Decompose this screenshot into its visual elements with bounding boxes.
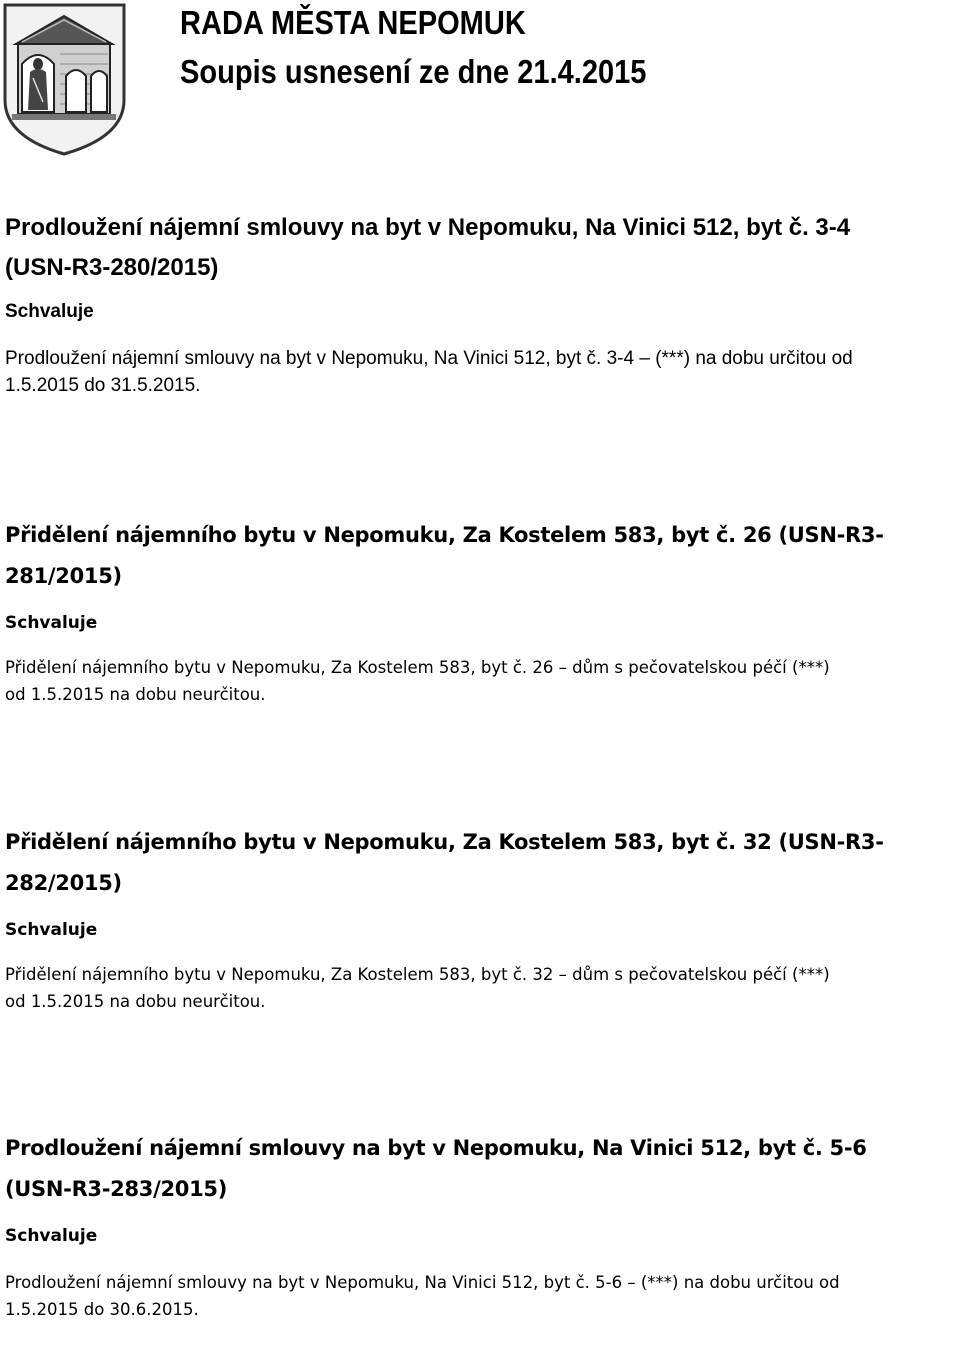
resolution-section [5,515,960,708]
resolution-text-line: Prodloužení nájemní smlouvy na byt v Nepomuku, Na Vinici 512, byt č. 5-6 – (***) na dobu určitou od [5,1273,840,1292]
resolution-text [5,961,960,1015]
decision-label: Schvaluje [5,613,98,633]
resolution-section [5,208,960,399]
resolution-text [5,345,960,399]
resolution-text-line: Prodloužení nájemní smlouvy na byt v Nepomuku, Na Vinici 512, byt č. 3-4 – (***) na dobu určitou od [5,348,853,369]
decision-label: Schvaluje [5,301,94,322]
resolution-title-line: Prodloužení nájemní smlouvy na byt v Nepomuku, Na Vinici 512, byt č. 3-4 [5,214,851,241]
resolution-title-line: 281/2015) [5,564,122,588]
resolution-text-line: 1.5.2015 do 30.6.2015. [5,1300,199,1319]
resolution-text-line: od 1.5.2015 na dobu neurčitou. [5,685,266,704]
resolution-title-line: Přidělení nájemního bytu v Nepomuku, Za Kostelem 583, byt č. 32 (USN-R3- [5,830,884,854]
resolution-text-line: Přidělení nájemního bytu v Nepomuku, Za Kostelem 583, byt č. 26 – dům s pečovatelskou péčí (***) [5,658,830,677]
decision-label: Schvaluje [5,1226,98,1246]
council-name-heading: RADA MĚSTA NEPOMUK [180,4,526,41]
resolution-section [5,822,960,1015]
resolution-title-line: 282/2015) [5,871,122,895]
resolution-text-line: Přidělení nájemního bytu v Nepomuku, Za Kostelem 583, byt č. 32 – dům s pečovatelskou péčí (***) [5,965,830,984]
resolution-title [5,515,960,597]
resolution-title [5,1128,960,1210]
resolution-section [5,1128,960,1323]
resolution-title-line: (USN-R3-280/2015) [5,254,219,281]
resolution-title-line: Prodloužení nájemní smlouvy na byt v Nepomuku, Na Vinici 512, byt č. 5-6 [5,1136,867,1160]
resolution-title-line: Přidělení nájemního bytu v Nepomuku, Za Kostelem 583, byt č. 26 (USN-R3- [5,523,884,547]
resolution-text [5,654,960,708]
resolution-text-line: od 1.5.2015 na dobu neurčitou. [5,992,266,1011]
resolution-title-line: (USN-R3-283/2015) [5,1177,228,1201]
resolution-title [5,208,960,288]
document-title-heading: Soupis usnesení ze dne 21.4.2015 [180,53,647,90]
resolution-title [5,822,960,904]
decision-label: Schvaluje [5,920,98,940]
resolution-text-line: 1.5.2015 do 31.5.2015. [5,375,201,396]
coat-of-arms-logo [2,2,127,157]
resolution-text [5,1269,960,1323]
